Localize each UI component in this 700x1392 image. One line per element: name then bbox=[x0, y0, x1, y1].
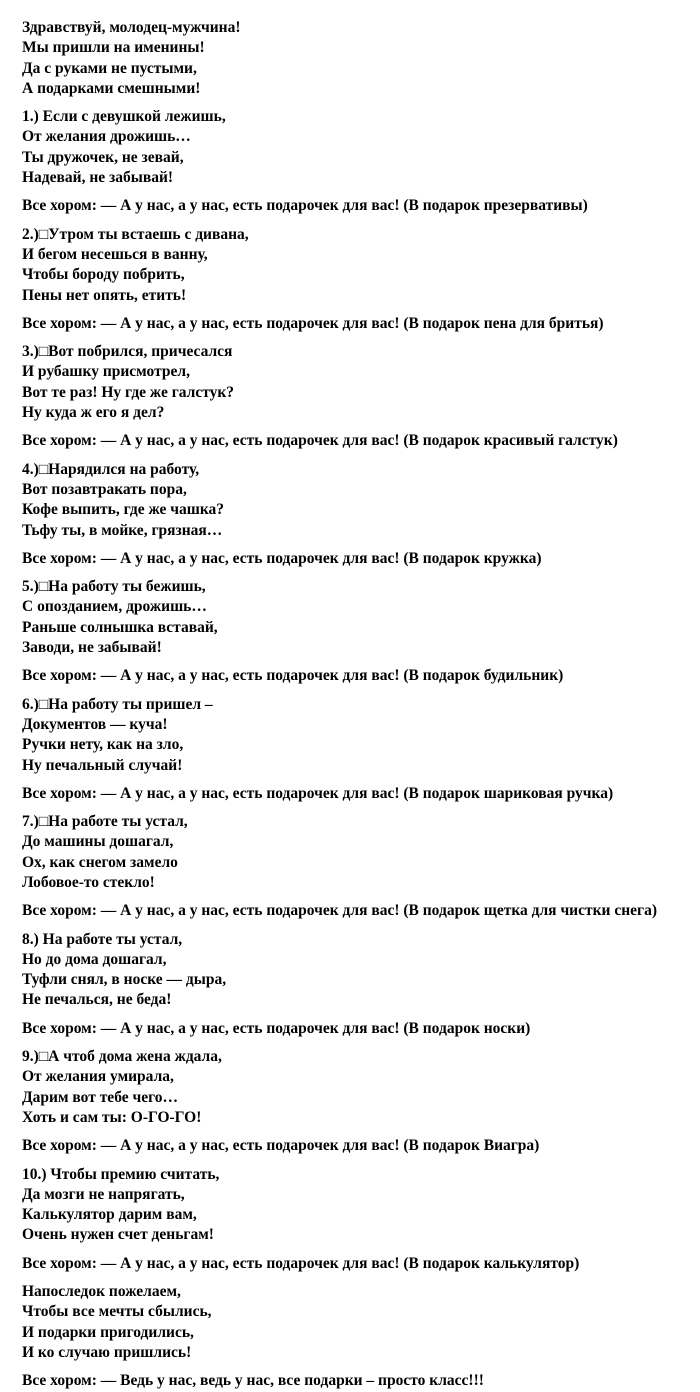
outro-line: Напоследок пожелаем, bbox=[22, 1283, 181, 1301]
verse-line: Ну куда ж его я дел? bbox=[22, 404, 165, 422]
chorus-line: Все хором: — А у нас, а у нас, есть подарочек для вас! (В подарок красивый галстук) bbox=[22, 432, 618, 450]
verse-line: Не печалься, не беда! bbox=[22, 991, 172, 1009]
verse-line: Вот позавтракать пора, bbox=[22, 480, 187, 498]
chorus-line: Все хором: — А у нас, а у нас, есть подарочек для вас! (В подарок шариковая ручка) bbox=[22, 784, 614, 802]
verse-line: От желания умирала, bbox=[22, 1068, 174, 1086]
verse-line: 10.) Чтобы премию считать, bbox=[22, 1165, 220, 1183]
verse-line: 3.)□Вот побрился, причесался bbox=[22, 343, 233, 361]
intro-line: Здравствуй, молодец-мужчина! bbox=[22, 19, 241, 36]
verse-8 bbox=[22, 930, 700, 1011]
verse-line: Ну печальный случай! bbox=[22, 756, 183, 774]
verse-line: 2.)□Утром ты встаешь с дивана, bbox=[22, 225, 249, 243]
outro-line: Чтобы все мечты сбылись, bbox=[22, 1303, 212, 1321]
verse-line: 9.)□А чтоб дома жена ждала, bbox=[22, 1048, 222, 1066]
verse-line: Туфли снял, в носке — дыра, bbox=[22, 971, 227, 989]
verse-line: И рубашку присмотрел, bbox=[22, 363, 190, 381]
chorus-line: Все хором: — А у нас, а у нас, есть подарочек для вас! (В подарок Виагра) bbox=[22, 1137, 540, 1155]
verse-line: Заводи, не забывай! bbox=[22, 639, 162, 657]
verse-line: Надевай, не забывай! bbox=[22, 169, 174, 187]
verse-line: 6.)□На работу ты пришел – bbox=[22, 695, 213, 713]
verse-line: С опозданием, дрожишь… bbox=[22, 598, 207, 616]
verse-line: Ты дружочек, не зевай, bbox=[22, 148, 184, 166]
outro-stanza bbox=[22, 1282, 700, 1363]
verse-line: От желания дрожишь… bbox=[22, 128, 191, 146]
intro-line: Да с руками не пустыми, bbox=[22, 59, 197, 77]
intro-line: Мы пришли на именины! bbox=[22, 39, 205, 57]
verse-line: Ручки нету, как на зло, bbox=[22, 736, 184, 754]
verse-line: Очень нужен счет деньгам! bbox=[22, 1226, 214, 1244]
verse-line: 4.)□Нарядился на работу, bbox=[22, 460, 200, 478]
verse-line: 1.) Если с девушкой лежишь, bbox=[22, 108, 226, 126]
verse-line: Да мозги не напрягать, bbox=[22, 1185, 185, 1203]
verse-1 bbox=[22, 107, 700, 188]
verse-line: Лобовое-то стекло! bbox=[22, 873, 155, 891]
verse-7 bbox=[22, 812, 700, 893]
verse-line: Тьфу ты, в мойке, грязная… bbox=[22, 521, 223, 539]
verse-10 bbox=[22, 1165, 700, 1246]
verse-line: 7.)□На работе ты устал, bbox=[22, 813, 188, 831]
verse-line: Пены нет опять, етить! bbox=[22, 286, 187, 304]
verse-line: Но до дома дошагал, bbox=[22, 950, 167, 968]
verse-4 bbox=[22, 460, 700, 541]
verse-line: И бегом несешься в ванну, bbox=[22, 245, 208, 263]
intro-stanza bbox=[22, 18, 700, 99]
chorus-line: Все хором: — А у нас, а у нас, есть подарочек для вас! (В подарок будильник) bbox=[22, 667, 564, 685]
verse-line: До машины дошагал, bbox=[22, 833, 174, 851]
chorus-line: Все хором: — А у нас, а у нас, есть подарочек для вас! (В подарок носки) bbox=[22, 1019, 531, 1037]
verse-line: Дарим вот тебе чего… bbox=[22, 1088, 179, 1106]
verse-6 bbox=[22, 695, 700, 776]
final-chorus-line: Все хором: — Ведь у нас, ведь у нас, все подарки – просто класс!!! bbox=[22, 1372, 484, 1390]
verse-3 bbox=[22, 342, 700, 423]
verse-line: Хоть и сам ты: О-ГО-ГО! bbox=[22, 1108, 202, 1126]
verse-line: Калькулятор дарим вам, bbox=[22, 1206, 197, 1224]
verse-line: Кофе выпить, где же чашка? bbox=[22, 501, 225, 519]
verse-5 bbox=[22, 577, 700, 658]
verse-2 bbox=[22, 225, 700, 306]
verse-9 bbox=[22, 1047, 700, 1128]
verse-line: 8.) На работе ты устал, bbox=[22, 930, 183, 948]
chorus-line: Все хором: — А у нас, а у нас, есть подарочек для вас! (В подарок кружка) bbox=[22, 549, 542, 567]
outro-line: И подарки пригодились, bbox=[22, 1323, 194, 1341]
chorus-line: Все хором: — А у нас, а у нас, есть подарочек для вас! (В подарок пена для бритья) bbox=[22, 314, 604, 332]
outro-line: И ко случаю пришлись! bbox=[22, 1343, 192, 1361]
chorus-line: Все хором: — А у нас, а у нас, есть подарочек для вас! (В подарок калькулятор) bbox=[22, 1254, 580, 1272]
verse-line: Вот те раз! Ну где же галстук? bbox=[22, 383, 235, 401]
verse-line: Раньше солнышка вставай, bbox=[22, 618, 218, 636]
verse-line: Документов — куча! bbox=[22, 715, 168, 733]
intro-line: А подарками смешными! bbox=[22, 79, 201, 97]
verse-line: Ох, как снегом замело bbox=[22, 853, 178, 871]
chorus-line: Все хором: — А у нас, а у нас, есть подарочек для вас! (В подарок презервативы) bbox=[22, 197, 588, 215]
verse-line: 5.)□На работу ты бежишь, bbox=[22, 578, 206, 596]
chorus-line: Все хором: — А у нас, а у нас, есть подарочек для вас! (В подарок щетка для чистки снега) bbox=[22, 902, 657, 920]
verse-line: Чтобы бороду побрить, bbox=[22, 266, 185, 284]
